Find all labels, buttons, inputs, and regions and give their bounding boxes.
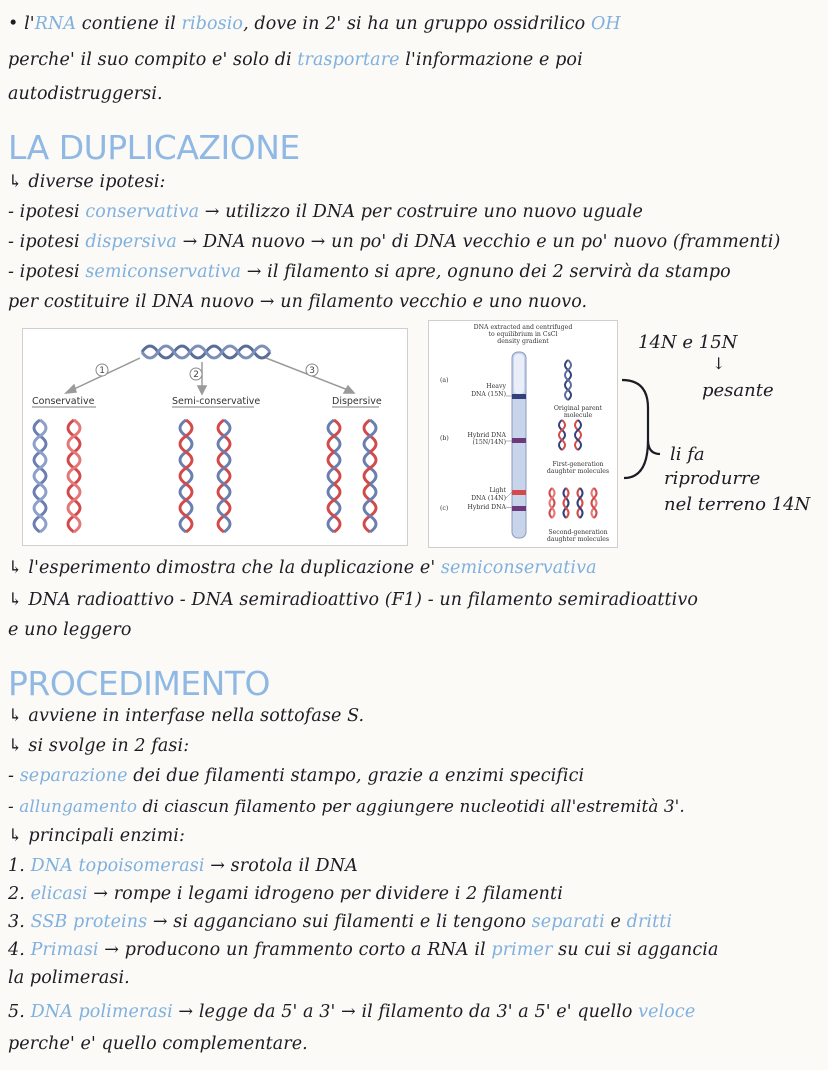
centrifuge-tube [512, 352, 526, 538]
proc-line-3 [8, 766, 584, 786]
proc-text: di ciascun filamento per aggiungere nucleotidi all'estremità 3'. [137, 796, 685, 816]
second-gen-label-1: Second-generation [548, 529, 608, 536]
hybrid-label-2: (15N/14N) [472, 439, 506, 446]
model-number-2: 2 [193, 370, 199, 380]
panel-c-label: (c) [440, 505, 449, 512]
dup-line-3 [8, 232, 780, 252]
light-label-2: DNA (14N) [471, 495, 506, 502]
exp-line-1 [8, 558, 597, 578]
enzyme-5 [8, 1002, 695, 1022]
riprodurre-note-2: riprodurre [664, 468, 761, 489]
intro-line-1 [8, 14, 621, 34]
meselson-stahl-figure [428, 320, 618, 548]
figure2-title-1: DNA extracted and centrifuged [473, 324, 573, 331]
enzyme-2 [8, 884, 563, 904]
proc-text: - [8, 796, 20, 816]
exp-text: ↳ l'esperimento dimostra che la duplicazione e' [8, 558, 441, 578]
bracket-connector [620, 378, 670, 488]
intro-text: l'informazione e poi [399, 50, 583, 70]
proc-text: dei due filamenti stampo, grazie a enzimi specifici [127, 766, 585, 786]
topoisomerasi-term: DNA topoisomerasi [30, 856, 205, 876]
enzyme-number: 1. [8, 856, 31, 876]
panel-b-label: (b) [440, 435, 449, 442]
rna-term: RNA [34, 14, 77, 34]
dup-text: → il filamento si apre, ognuno dei 2 servirà da stampo [241, 262, 731, 282]
panel-a-label: (a) [440, 377, 449, 384]
allungamento-term: allungamento [19, 796, 138, 816]
hybrid-band [512, 438, 526, 443]
intro-line-2 [8, 50, 583, 70]
enzyme-text: → srotola il DNA [204, 856, 358, 876]
enzyme-number: 2. [8, 884, 31, 904]
heavy-label-2: DNA (15N) [471, 391, 506, 398]
enzyme-text: e [604, 912, 627, 932]
first-gen-label-2: daughter molecules [546, 468, 610, 475]
light-band [512, 490, 526, 495]
intro-bullet-text: • l' [8, 14, 35, 34]
intro-text: contiene il [76, 14, 182, 34]
hybrid-label-1: Hybrid DNA [467, 432, 506, 439]
intro-line-3: autodistruggersi. [8, 84, 163, 104]
intro-text: , dove in 2' si ha un gruppo ossidrilico [243, 14, 591, 34]
second-gen-label-2: daughter molecules [546, 536, 610, 543]
figure-frame [23, 329, 408, 546]
dup-text: - ipotesi [8, 232, 86, 252]
procedimento-heading: PROCEDIMENTO [8, 664, 270, 703]
polimerasi-term: DNA polimerasi [30, 1002, 173, 1022]
tube-highlight [514, 354, 524, 394]
enzyme-number: 5. [8, 1002, 31, 1022]
proc-line-2: ↳ si svolge in 2 fasi: [8, 736, 190, 756]
enzyme-3 [8, 912, 672, 932]
dup-line-2 [8, 202, 643, 222]
proc-line-1: ↳ avviene in interfase nella sottofase S. [8, 706, 365, 726]
enzyme-4-cont: la polimerasi. [8, 968, 130, 988]
dup-text: - ipotesi [8, 262, 86, 282]
figure2-title-3: density gradient [497, 338, 549, 345]
primer-term: primer [491, 940, 553, 960]
model-number-3: 3 [309, 366, 315, 376]
semiconservativa-result: semiconservativa [440, 558, 597, 578]
dispersive-label: Dispersive [332, 396, 382, 407]
proc-line-4 [8, 796, 685, 816]
original-parent-label-1: Original parent [553, 405, 603, 412]
elicasi-term: elicasi [30, 884, 88, 904]
primasi-term: Primasi [30, 940, 99, 960]
light-label-1: Light [489, 487, 506, 494]
dispersiva-term: dispersiva [85, 232, 177, 252]
proc-text: - [8, 766, 20, 786]
dritti-term: dritti [626, 912, 673, 932]
heavy-band [512, 394, 526, 399]
dup-text: → utilizzo il DNA per costruire uno nuovo uguale [199, 202, 643, 222]
enzyme-text: → si agganciano sui filamenti e li tengono [147, 912, 532, 932]
separati-term: separati [531, 912, 605, 932]
model-number-1: 1 [99, 366, 105, 376]
conservative-label: Conservative [32, 396, 95, 407]
riprodurre-note-3: nel terreno 14N [664, 494, 811, 515]
duplicazione-heading: LA DUPLICAZIONE [8, 128, 300, 167]
dup-line-5: per costituire il DNA nuovo → un filamento vecchio e uno nuovo. [8, 292, 588, 312]
riprodurre-note-1: li fa [670, 444, 705, 465]
dup-text: → DNA nuovo → un po' di DNA vecchio e un po' nuovo (frammenti) [176, 232, 781, 252]
proc-line-5: ↳ principali enzimi: [8, 826, 185, 846]
semi-conservative-label: Semi-conservative [172, 396, 261, 407]
heavy-label-1: Heavy [486, 383, 506, 390]
ssb-term: SSB proteins [30, 912, 148, 932]
enzyme-5-cont: perche' e' quello complementare. [8, 1034, 308, 1054]
figure2-title-2: to equilibrium in CsCl [488, 331, 558, 338]
oh-term: OH [590, 14, 621, 34]
replication-models-figure [22, 328, 408, 546]
first-gen-label-1: First-generation [552, 461, 604, 468]
enzyme-1 [8, 856, 358, 876]
trasportare-term: trasportare [297, 50, 400, 70]
enzyme-text: → rompe i legami idrogeno per dividere i 2 filamenti [87, 884, 563, 904]
exp-line-2: ↳ DNA radioattivo - DNA semiradioattivo (F1) - un filamento semiradioattivo [8, 590, 698, 610]
isotopes-note: 14N e 15N [638, 332, 738, 353]
ribosio-term: ribosio [181, 14, 244, 34]
exp-line-3: e uno leggero [8, 620, 132, 640]
semiconservativa-term: semiconservativa [85, 262, 242, 282]
isotope-arrow: ↓ [712, 354, 726, 373]
enzyme-text: → legge da 5' a 3' → il filamento da 3' a 5' e' quello [172, 1002, 639, 1022]
hybrid-band-2 [512, 506, 526, 511]
intro-text: perche' il suo compito e' solo di [8, 50, 298, 70]
original-parent-label-2: molecule [563, 412, 593, 419]
enzyme-number: 4. [8, 940, 31, 960]
enzyme-4 [8, 940, 719, 960]
veloce-term: veloce [638, 1002, 696, 1022]
dup-text: - ipotesi [8, 202, 86, 222]
pesante-note: pesante [702, 380, 774, 401]
separazione-term: separazione [19, 766, 128, 786]
enzyme-number: 3. [8, 912, 31, 932]
conservativa-term: conservativa [85, 202, 200, 222]
enzyme-text: → producono un frammento corto a RNA il [98, 940, 492, 960]
hybrid-label-3: Hybrid DNA [467, 504, 506, 511]
dup-line-1: ↳ diverse ipotesi: [8, 172, 166, 192]
enzyme-text: su cui si aggancia [552, 940, 719, 960]
dup-line-4 [8, 262, 731, 282]
